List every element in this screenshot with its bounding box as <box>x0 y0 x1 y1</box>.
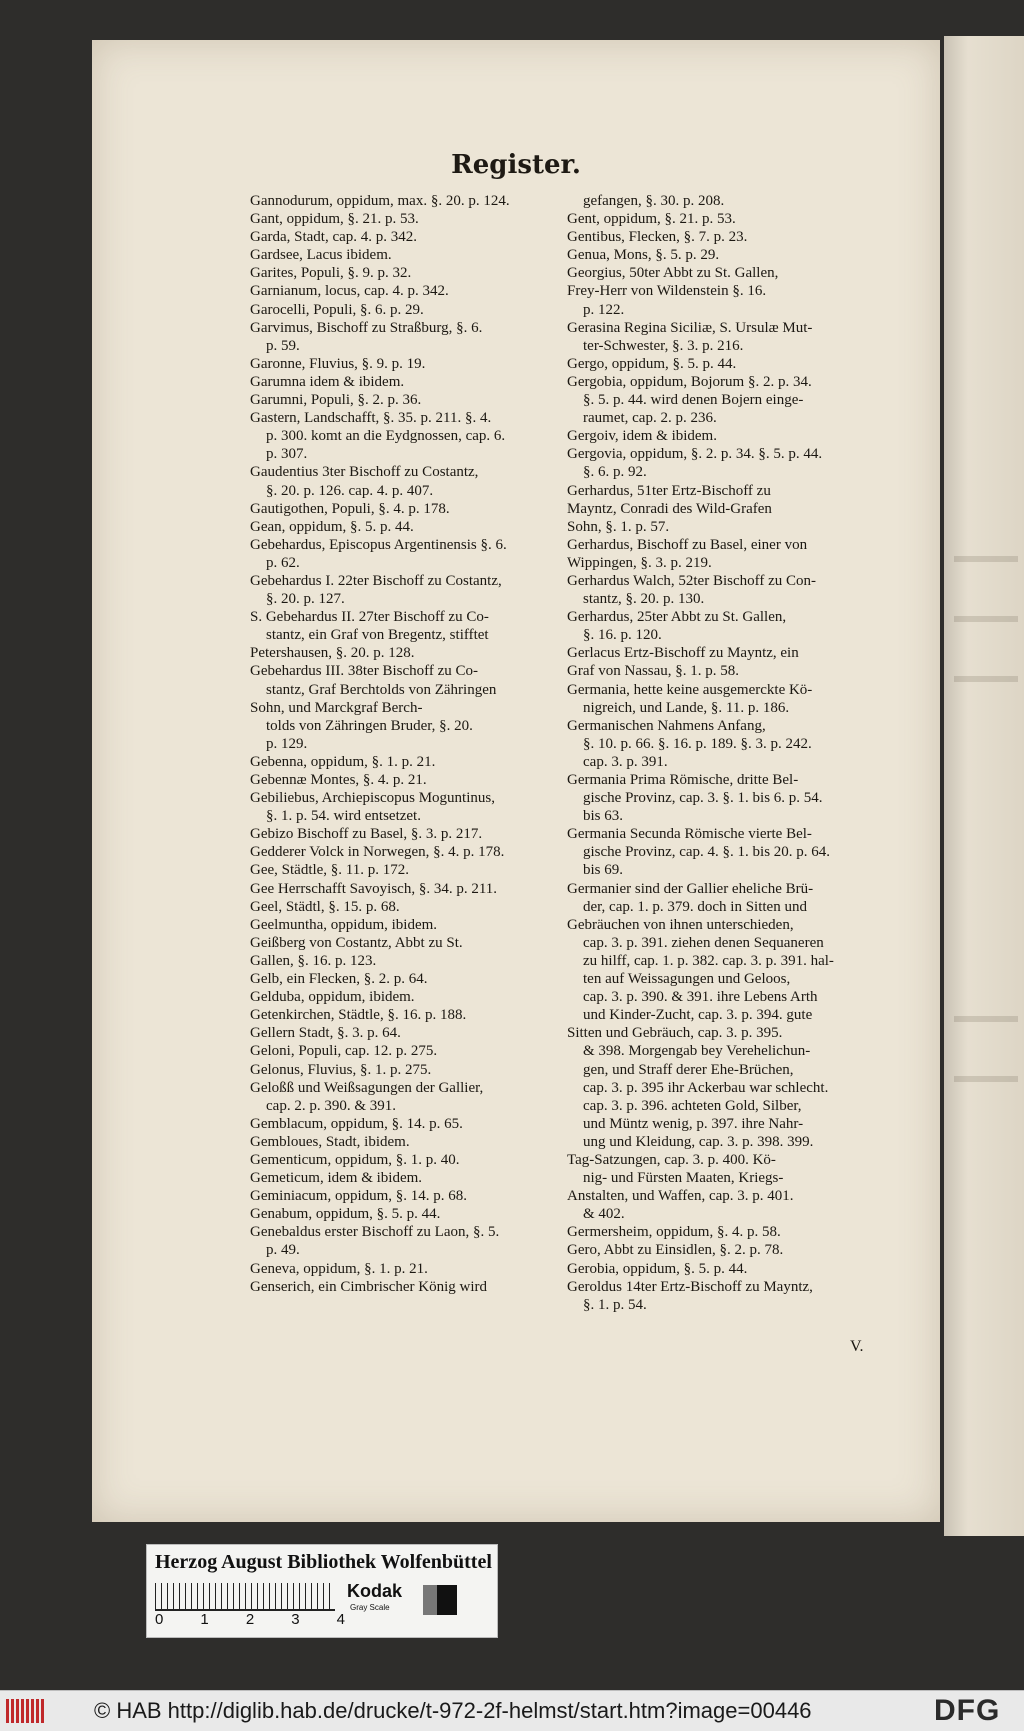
index-entry-line: p. 307. <box>266 446 308 463</box>
index-entry-line: §. 1. p. 54. <box>583 1296 647 1313</box>
index-entry-line: gische Provinz, cap. 4. §. 1. bis 20. p. 64. <box>583 844 831 861</box>
index-entry-line: Genua, Mons, §. 5. p. 29. <box>567 247 720 264</box>
ruler-number: 0 <box>155 1611 164 1628</box>
index-entry-line: Germania, hette keine ausgemerckte Kö- <box>567 681 813 698</box>
index-entry-line: Gelonus, Fluvius, §. 1. p. 275. <box>250 1061 432 1078</box>
page-header: Register. <box>451 150 581 180</box>
index-entry-line: Gardsee, Lacus ibidem. <box>250 247 392 264</box>
ruler-numbers <box>155 1611 345 1628</box>
index-entry-line: Anstalten, und Waffen, cap. 3. p. 401. <box>567 1188 794 1205</box>
index-entry-line: Georgius, 50ter Abbt zu St. Gallen, <box>567 265 779 282</box>
color-target-card <box>146 1544 498 1638</box>
index-entry-line: Tag-Satzungen, cap. 3. p. 400. Kö- <box>567 1151 776 1168</box>
index-entry-line: §. 20. p. 127. <box>266 591 345 608</box>
index-entry-line: Gautigothen, Populi, §. 4. p. 178. <box>250 500 450 517</box>
ruler-number: 3 <box>291 1611 300 1628</box>
index-entry-line: Gergoiv, idem & ibidem. <box>567 428 717 445</box>
index-entry-line: tolds von Zähringen Bruder, §. 20. <box>266 717 473 734</box>
index-entry-line: §. 5. p. 44. wird denen Bojern einge- <box>583 392 804 409</box>
ghost-text-line <box>954 616 1018 622</box>
index-entry-line: zu hilff, cap. 1. p. 382. cap. 3. p. 391. hal- <box>583 952 834 969</box>
index-entry-line: Gean, oppidum, §. 5. p. 44. <box>250 518 414 535</box>
index-entry-line: Gannodurum, oppidum, max. §. 20. p. 124. <box>250 193 510 209</box>
gray-scale-label: Gray Scale <box>350 1603 390 1612</box>
barcode-icon <box>6 1699 46 1723</box>
index-entry-line: cap. 3. p. 395 ihr Ackerbau war schlecht. <box>583 1079 829 1096</box>
index-entry-line: Garumna idem & ibidem. <box>250 373 405 390</box>
viewer-footer <box>0 1690 1024 1731</box>
index-entry-line: Gerlacus Ertz-Bischoff zu Mayntz, ein <box>567 645 799 662</box>
index-entry-line: Geneva, oppidum, §. 1. p. 21. <box>250 1260 428 1277</box>
index-entry-line: Geelmuntha, oppidum, ibidem. <box>250 916 438 933</box>
index-entry-line: stantz, Graf Berchtolds von Zähringen <box>266 681 497 698</box>
index-entry-line: cap. 3. p. 391. <box>583 753 668 770</box>
index-entry-line: Geel, Städtl, §. 15. p. 68. <box>250 898 400 915</box>
index-entry-line: p. 59. <box>266 337 300 354</box>
source-url[interactable]: © HAB http://diglib.hab.de/drucke/t-972-2f-helmst/start.htm?image=00446 <box>94 1698 812 1723</box>
index-entry-line: Gebräuchen von ihnen unterschieden, <box>567 916 794 933</box>
index-entry-line: Garonne, Fluvius, §. 9. p. 19. <box>250 355 426 372</box>
index-entry-line: Gebehardus, Episcopus Argentinensis §. 6. <box>250 536 507 553</box>
index-entry-line: cap. 3. p. 391. ziehen denen Sequaneren <box>583 934 824 951</box>
kodak-logo: Kodak <box>347 1581 403 1601</box>
index-entry-line: p. 122. <box>583 301 625 318</box>
index-entry-line: Genabum, oppidum, §. 5. p. 44. <box>250 1206 441 1223</box>
index-entry-line: Germanier sind der Gallier eheliche Brü- <box>567 880 814 897</box>
index-entry-line: Gelduba, oppidum, ibidem. <box>250 989 415 1006</box>
index-entry-line: Geroldus 14ter Ertz-Bischoff zu Mayntz, <box>567 1278 813 1295</box>
index-entry-line: Geißberg von Costantz, Abbt zu St. <box>250 934 463 951</box>
index-entry-line: Gee, Städtle, §. 11. p. 172. <box>250 862 410 879</box>
index-entry-line: ung und Kleidung, cap. 3. p. 398. 399. <box>583 1133 814 1150</box>
index-entry-line: §. 1. p. 54. wird entsetzet. <box>266 808 421 825</box>
index-entry-line: Gebenna, oppidum, §. 1. p. 21. <box>250 753 436 770</box>
index-entry-line: ten auf Weissagungen und Geloos, <box>583 971 791 988</box>
catchword: V. <box>850 1338 864 1355</box>
index-entry-line: und Müntz wenig, p. 397. ihre Nahr- <box>583 1115 804 1132</box>
index-entry-line: Gant, oppidum, §. 21. p. 53. <box>250 211 419 228</box>
index-entry-line: gen, und Straff derer Ehe-Brüchen, <box>583 1061 794 1078</box>
index-entry-line: Sitten und Gebräuch, cap. 3. p. 395. <box>567 1025 783 1042</box>
index-entry-line: §. 6. p. 92. <box>583 464 647 481</box>
index-entry-line: der, cap. 1. p. 379. doch in Sitten und <box>583 898 807 915</box>
index-entry-line: Gebennæ Montes, §. 4. p. 21. <box>250 772 427 788</box>
index-entry-line: und Kinder-Zucht, cap. 3. p. 394. gute <box>583 1007 813 1024</box>
index-entry-line: Gellern Stadt, §. 3. p. 64. <box>250 1025 401 1042</box>
index-entry-line: Gelb, ein Flecken, §. 2. p. 64. <box>250 971 428 988</box>
index-entry-line: Gergobia, oppidum, Bojorum §. 2. p. 34. <box>567 373 812 390</box>
index-entry-line: & 402. <box>583 1206 625 1223</box>
index-entry-line: cap. 3. p. 396. achteten Gold, Silber, <box>583 1097 802 1114</box>
ghost-text-line <box>954 1076 1018 1082</box>
index-entry-line: Garnianum, locus, cap. 4. p. 342. <box>250 283 449 300</box>
index-entry-line: Gemblacum, oppidum, §. 14. p. 65. <box>250 1115 463 1132</box>
index-entry-line: Gentibus, Flecken, §. 7. p. 23. <box>567 229 748 246</box>
index-entry-line: Gastern, Landschafft, §. 35. p. 211. §. 4. <box>250 410 492 427</box>
index-entry-line: Germania Prima Römische, dritte Bel- <box>567 772 799 788</box>
index-entry-line: Gebiliebus, Archiepiscopus Moguntinus, <box>250 790 495 807</box>
index-entry-line: Gerhardus, 25ter Abbt zu St. Gallen, <box>567 609 787 626</box>
index-entry-line: Wippingen, §. 3. p. 219. <box>567 554 712 571</box>
index-entry-line: Gent, oppidum, §. 21. p. 53. <box>567 211 736 228</box>
index-entry-line: p. 129. <box>266 735 308 752</box>
index-entry-line: Gemeticum, idem & ibidem. <box>250 1170 423 1187</box>
index-entry-line: Garites, Populi, §. 9. p. 32. <box>250 265 412 282</box>
ghost-text-line <box>954 676 1018 682</box>
index-entry-line: Gero, Abbt zu Einsidlen, §. 2. p. 78. <box>567 1242 784 1259</box>
index-entry-line: Gebizo Bischoff zu Basel, §. 3. p. 217. <box>250 826 483 843</box>
index-entry-line: Gebehardus III. 38ter Bischoff zu Co- <box>250 663 478 680</box>
index-entry-line: Gergo, oppidum, §. 5. p. 44. <box>567 355 737 372</box>
index-entry-line: Gedderer Volck in Norwegen, §. 4. p. 178. <box>250 844 505 861</box>
index-entry-line: Gembloues, Stadt, ibidem. <box>250 1133 410 1150</box>
ruler-number: 2 <box>245 1611 255 1628</box>
index-entry-line: Garumni, Populi, §. 2. p. 36. <box>250 392 422 409</box>
index-entry-line: Genebaldus erster Bischoff zu Laon, §. 5. <box>250 1224 500 1241</box>
index-entry-line: Sohn, und Marckgraf Berch- <box>250 699 423 716</box>
index-entry-line: bis 63. <box>583 808 624 825</box>
index-entry-line: Frey-Herr von Wildenstein §. 16. <box>567 283 767 300</box>
right-index-column <box>567 192 947 1314</box>
index-entry-line: Geminiacum, oppidum, §. 14. p. 68. <box>250 1188 468 1205</box>
book-page <box>92 40 940 1522</box>
index-entry-line: §. 20. p. 126. cap. 4. p. 407. <box>266 482 434 499</box>
index-entry-line: Germanischen Nahmens Anfang, <box>567 717 766 734</box>
index-entry-line: Gerhardus Walch, 52ter Bischoff zu Con- <box>567 572 817 589</box>
index-entry-line: Gaudentius 3ter Bischoff zu Costantz, <box>250 464 479 481</box>
index-entry-line: Gerasina Regina Siciliæ, S. Ursulæ Mut- <box>567 319 813 336</box>
index-entry-line: §. 16. p. 120. <box>583 627 662 644</box>
index-entry-line: gische Provinz, cap. 3. §. 1. bis 6. p. 54. <box>583 790 823 807</box>
index-entry-line: Garda, Stadt, cap. 4. p. 342. <box>250 229 418 246</box>
index-entry-line: stantz, ein Graf von Bregentz, stifftet <box>266 627 489 644</box>
ghost-text-line <box>954 1016 1018 1022</box>
index-entry-line: Garvimus, Bischoff zu Straßburg, §. 6. <box>250 319 483 336</box>
index-entry-line: Getenkirchen, Städtle, §. 16. p. 188. <box>250 1007 467 1024</box>
index-entry-line: Germania Secunda Römische vierte Bel- <box>567 826 812 843</box>
index-entry-line: Gergovia, oppidum, §. 2. p. 34. §. 5. p. 44. <box>567 446 823 463</box>
index-entry-line: raumet, cap. 2. p. 236. <box>583 410 717 427</box>
index-entry-line: p. 49. <box>266 1242 300 1259</box>
index-entry-line: nigreich, und Lande, §. 11. p. 186. <box>583 699 790 716</box>
index-entry-line: gefangen, §. 30. p. 208. <box>583 193 725 209</box>
index-entry-line: Gerhardus, Bischoff zu Basel, einer von <box>567 536 808 553</box>
index-entry-line: Gerobia, oppidum, §. 5. p. 44. <box>567 1260 748 1277</box>
index-entry-line: p. 62. <box>266 554 300 571</box>
index-entry-line: Sohn, §. 1. p. 57. <box>567 518 670 535</box>
ruler-scale <box>155 1583 335 1611</box>
index-entry-line: bis 69. <box>583 862 624 879</box>
index-entry-line: nig- und Fürsten Maaten, Kriegs- <box>583 1170 784 1187</box>
index-entry-line: Geloßß und Weißsagungen der Gallier, <box>250 1079 484 1096</box>
index-entry-line: Germersheim, oppidum, §. 4. p. 58. <box>567 1224 781 1241</box>
ruler-number: 1 <box>200 1611 209 1628</box>
library-name: Herzog August Bibliothek Wolfenbüttel <box>155 1551 492 1573</box>
index-entry-line: cap. 3. p. 390. & 391. ihre Lebens Arth <box>583 989 818 1006</box>
index-entry-line: Gementicum, oppidum, §. 1. p. 40. <box>250 1151 460 1168</box>
index-entry-line: Gallen, §. 16. p. 123. <box>250 952 377 969</box>
index-entry-line: Geloni, Populi, cap. 12. p. 275. <box>250 1043 438 1060</box>
index-entry-line: cap. 2. p. 390. & 391. <box>266 1097 396 1114</box>
index-entry-line: Garocelli, Populi, §. 6. p. 29. <box>250 301 424 318</box>
index-entry-line: Mayntz, Conradi des Wild-Grafen <box>567 500 772 517</box>
index-entry-line: Gerhardus, 51ter Ertz-Bischoff zu <box>567 482 771 499</box>
ghost-text-line <box>954 556 1018 562</box>
dfg-logo: DFG <box>934 1694 1001 1727</box>
black-chip <box>437 1585 457 1615</box>
index-entry-line: p. 300. komt an die Eydgnossen, cap. 6. <box>266 428 506 445</box>
ruler-number: 4 <box>336 1611 345 1628</box>
index-entry-line: & 398. Morgengab bey Verehelichun- <box>583 1043 811 1060</box>
index-entry-line: stantz, §. 20. p. 130. <box>583 591 705 608</box>
facing-page-edge <box>944 36 1024 1536</box>
index-entry-line: Gebehardus I. 22ter Bischoff zu Costantz, <box>250 572 502 589</box>
index-entry-line: S. Gebehardus II. 27ter Bischoff zu Co- <box>250 609 489 626</box>
index-entry-line: Graf von Nassau, §. 1. p. 58. <box>567 663 740 680</box>
gray-chip <box>423 1585 437 1615</box>
index-entry-line: Genserich, ein Cimbrischer König wird <box>250 1278 488 1295</box>
index-entry-line: Petershausen, §. 20. p. 128. <box>250 645 415 662</box>
index-entry-line: §. 10. p. 66. §. 16. p. 189. §. 3. p. 242. <box>583 735 812 752</box>
index-entry-line: Gee Herrschafft Savoyisch, §. 34. p. 211. <box>250 880 498 897</box>
index-entry-line: ter-Schwester, §. 3. p. 216. <box>583 337 744 354</box>
